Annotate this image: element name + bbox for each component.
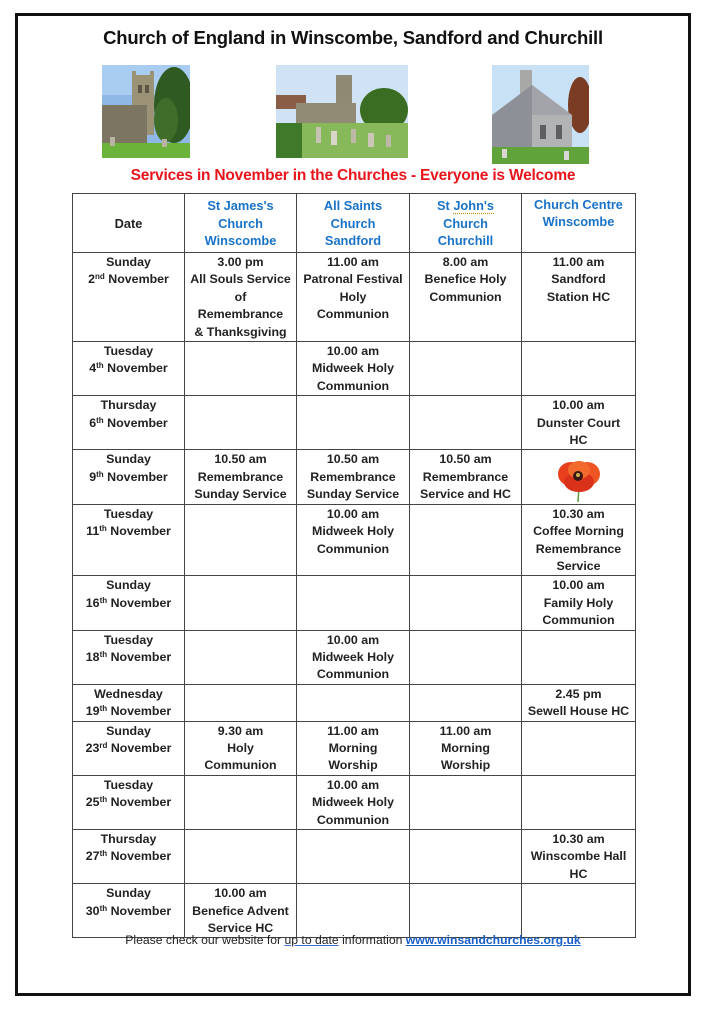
service-cell-all-saints xyxy=(297,830,410,884)
all-saints-church-photo xyxy=(276,65,408,158)
service-cell-all-saints: 11.00 am Patronal Festival Holy Communion xyxy=(297,253,410,342)
spellcheck-underline: John's xyxy=(453,198,495,214)
website-link[interactable]: www.winsandchurches.org.uk xyxy=(405,933,581,947)
date-cell: Wednesday 19th November xyxy=(73,684,185,721)
date-cell: Thursday 6th November xyxy=(73,396,185,450)
date-cell: Sunday 16th November xyxy=(73,576,185,630)
header-st-james: St James's Church Winscombe xyxy=(185,194,297,253)
table-row xyxy=(73,253,636,342)
service-cell-all-saints: 11.00 am Morning Worship xyxy=(297,721,410,775)
table-header-row xyxy=(73,194,636,253)
header-all-saints: All Saints Church Sandford xyxy=(297,194,410,253)
table-row xyxy=(73,884,636,938)
service-cell-st-johns xyxy=(410,775,522,829)
service-cell-church-centre xyxy=(522,721,636,775)
header-church-centre: Church Centre Winscombe xyxy=(522,194,636,253)
service-cell-church-centre: 10.30 am Coffee Morning Remembrance Service xyxy=(522,504,636,576)
service-cell-all-saints xyxy=(297,884,410,938)
service-cell-st-johns: 11.00 am Morning Worship xyxy=(410,721,522,775)
service-cell-all-saints: 10.00 am Midweek Holy Communion xyxy=(297,775,410,829)
service-cell-all-saints: 10.00 am Midweek Holy Communion xyxy=(297,630,410,684)
service-cell-all-saints: 10.00 am Midweek Holy Communion xyxy=(297,342,410,396)
service-cell-st-johns xyxy=(410,684,522,721)
header-date: Date xyxy=(73,194,185,253)
service-cell-church-centre xyxy=(522,450,636,504)
service-cell-st-james: 3.00 pm All Souls Service of Remembrance & Thanksgiving xyxy=(185,253,297,342)
service-cell-church-centre: 10.00 am Dunster Court HC xyxy=(522,396,636,450)
service-cell-st-james xyxy=(185,576,297,630)
table-row xyxy=(73,450,636,504)
st-james-church-photo xyxy=(102,65,190,158)
service-cell-st-james xyxy=(185,830,297,884)
service-cell-st-johns: 8.00 am Benefice Holy Communion xyxy=(410,253,522,342)
service-cell-church-centre xyxy=(522,775,636,829)
table-row xyxy=(73,775,636,829)
date-cell: Sunday 2nd November xyxy=(73,253,185,342)
table-row xyxy=(73,342,636,396)
service-cell-all-saints xyxy=(297,684,410,721)
service-cell-st-james: 10.50 am Remembrance Sunday Service xyxy=(185,450,297,504)
date-cell: Tuesday 25th November xyxy=(73,775,185,829)
service-cell-all-saints xyxy=(297,576,410,630)
date-cell: Thursday 27th November xyxy=(73,830,185,884)
service-cell-st-johns: 10.50 am Remembrance Service and HC xyxy=(410,450,522,504)
table-row xyxy=(73,396,636,450)
date-cell: Sunday 23rd November xyxy=(73,721,185,775)
services-subtitle: Services in November in the Churches - Everyone is Welcome xyxy=(130,167,576,184)
header-st-johns: St John's Church Churchill xyxy=(410,194,522,253)
date-cell: Sunday 9th November xyxy=(73,450,185,504)
service-cell-all-saints: 10.00 am Midweek Holy Communion xyxy=(297,504,410,576)
table-row xyxy=(73,684,636,721)
st-johns-church-photo xyxy=(492,65,589,164)
service-cell-st-james xyxy=(185,504,297,576)
service-cell-st-james xyxy=(185,684,297,721)
service-cell-church-centre: 10.30 am Winscombe Hall HC xyxy=(522,830,636,884)
service-cell-st-james xyxy=(185,630,297,684)
service-cell-st-james xyxy=(185,775,297,829)
table-row xyxy=(73,630,636,684)
up-to-date-text: up to date xyxy=(284,933,339,947)
service-cell-church-centre: 11.00 am Sandford Station HC xyxy=(522,253,636,342)
service-cell-st-johns xyxy=(410,830,522,884)
service-cell-st-johns xyxy=(410,504,522,576)
service-cell-st-johns xyxy=(410,576,522,630)
table-row xyxy=(73,576,636,630)
service-cell-st-james xyxy=(185,396,297,450)
table-row xyxy=(73,721,636,775)
date-cell: Tuesday 18th November xyxy=(73,630,185,684)
services-table xyxy=(72,193,636,938)
date-cell: Tuesday 4th November xyxy=(73,342,185,396)
service-cell-st-james: 9.30 am Holy Communion xyxy=(185,721,297,775)
service-cell-st-johns xyxy=(410,630,522,684)
service-cell-st-james xyxy=(185,342,297,396)
service-cell-church-centre xyxy=(522,342,636,396)
service-cell-church-centre: 10.00 am Family Holy Communion xyxy=(522,576,636,630)
footer-note: Please check our website for up to date information www.winsandchurches.org.uk xyxy=(125,933,581,947)
table-row xyxy=(73,504,636,576)
service-cell-st-johns xyxy=(410,342,522,396)
service-cell-church-centre xyxy=(522,884,636,938)
service-cell-all-saints xyxy=(297,396,410,450)
service-cell-church-centre xyxy=(522,630,636,684)
service-cell-st-johns xyxy=(410,396,522,450)
table-body xyxy=(73,253,636,938)
service-cell-st-james: 10.00 am Benefice Advent Service HC xyxy=(185,884,297,938)
service-cell-church-centre: 2.45 pm Sewell House HC xyxy=(522,684,636,721)
date-cell: Sunday 30th November xyxy=(73,884,185,938)
poppy-icon xyxy=(555,456,603,502)
page-title: Church of England in Winscombe, Sandford and Churchill xyxy=(103,27,603,48)
service-cell-st-johns xyxy=(410,884,522,938)
service-cell-all-saints: 10.50 am Remembrance Sunday Service xyxy=(297,450,410,504)
table-row xyxy=(73,830,636,884)
date-cell: Tuesday 11th November xyxy=(73,504,185,576)
